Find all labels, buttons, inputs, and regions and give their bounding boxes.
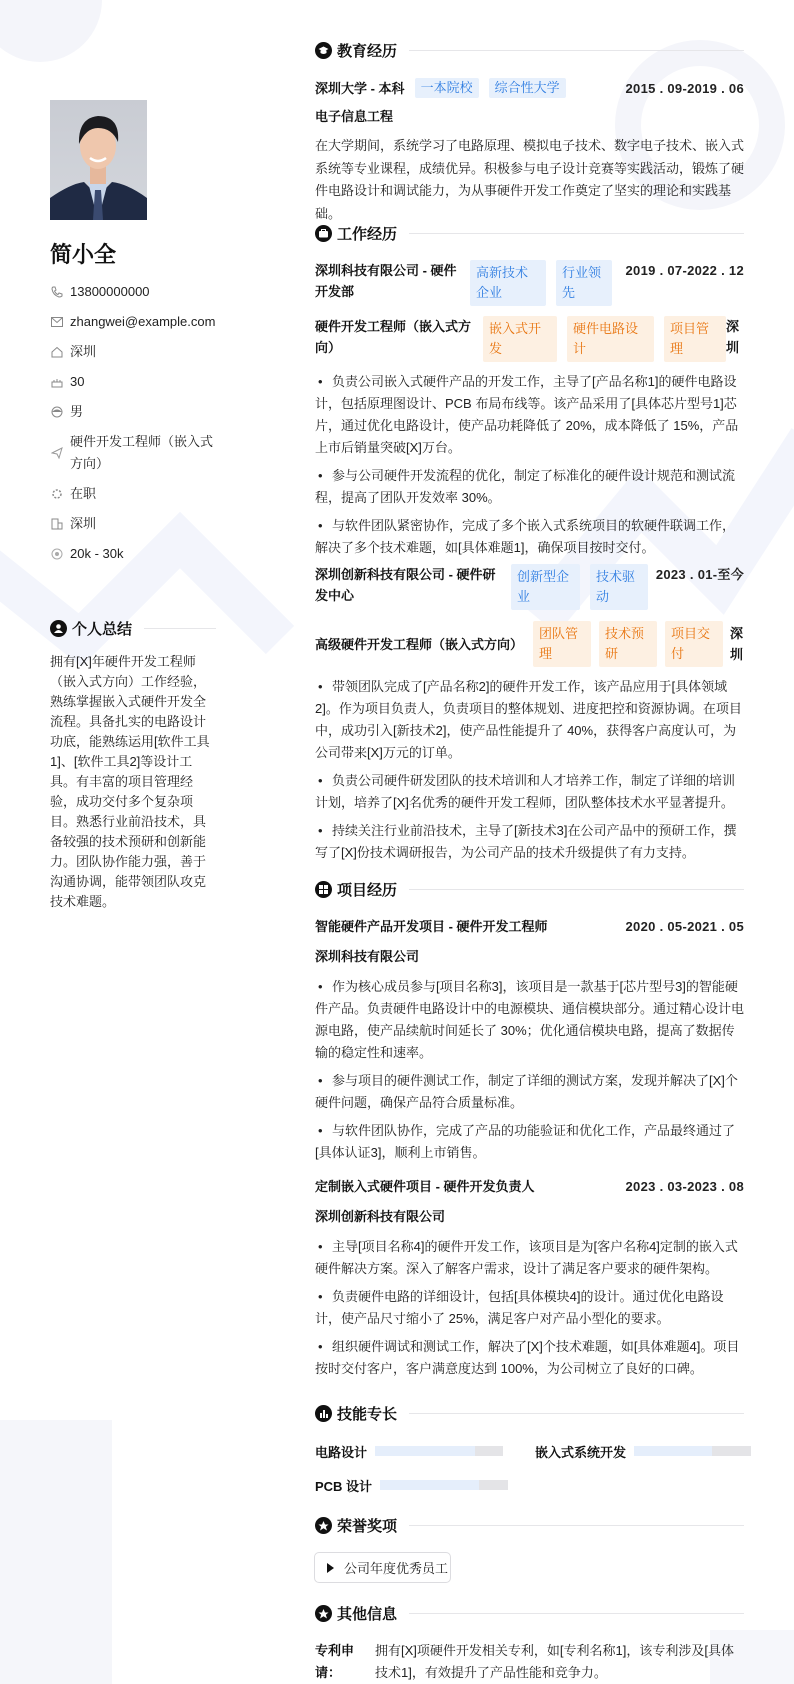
- award-item[interactable]: [314, 1552, 451, 1583]
- list-item: • 作为核心成员参与[项目名称3]，该项目是一款基于[芯片型号3]的智能硬件产品。负责硬件电路设计中的电源模块、通信模块部分。通过精心设计电源电路，使产品续航时间延长了 30%；优化通信模块电路，提高了数据传输的稳定性和速率。: [315, 979, 745, 1060]
- contact-value: 在职: [70, 486, 97, 501]
- bullet-text: 负责硬件电路的详细设计，包括[具体模块4]的设计。通过优化电路设计，使产品尺寸缩小了 25%，满足客户对产品小型化的要求。: [315, 1289, 724, 1326]
- project-company: 深圳科技有限公司: [315, 949, 420, 964]
- divider: [409, 233, 744, 234]
- mail-icon: [50, 315, 64, 329]
- education-date: 2015 . 09-2019 . 06: [625, 80, 744, 96]
- contact-work-city: [50, 509, 220, 539]
- major: 电子信息工程: [315, 109, 394, 124]
- info-icon: [315, 1605, 332, 1622]
- skill-tag: 嵌入式开发: [483, 316, 557, 362]
- bullet-text: 主导[项目名称4]的硬件开发工作，该项目是为[客户名称4]定制的嵌入式硬件解决方案。深入了解客户需求，设计了满足客户要求的硬件架构。: [315, 1239, 738, 1276]
- skill-item: [535, 1440, 751, 1462]
- list-item: • 组织硬件调试和测试工作，解决了[X]个技术难题，如[具体难题4]。项目按时交付客户，客户满意度达到 100%，为公司树立了良好的口碑。: [315, 1339, 740, 1376]
- bullet-text: 与软件团队协作，完成了产品的功能验证和优化工作，产品最终通过了[具体认证3]，顺利上市销售。: [315, 1123, 736, 1160]
- work-date: 2023 . 01-至今: [655, 567, 744, 582]
- graduation-cap-icon: [315, 42, 332, 59]
- job-city: 深圳: [730, 626, 744, 662]
- user-icon: [50, 620, 67, 637]
- divider: [409, 1413, 744, 1414]
- section-title: 个人总结: [72, 620, 133, 638]
- company-tag: 行业领先: [556, 260, 612, 306]
- company-name: 深圳科技有限公司 - 硬件开发部: [315, 263, 457, 299]
- send-icon: [50, 446, 64, 460]
- project-entry: [315, 1176, 744, 1386]
- list-item: • 与软件团队紧密协作，完成了多个嵌入式系统项目的软硬件联调工作，解决了多个技术难题，如[具体难题1]，确保项目按时交付。: [315, 518, 736, 555]
- candidate-name: 简小全: [50, 242, 117, 267]
- bullet-text: 负责公司嵌入式硬件产品的开发工作，主导了[产品名称1]的硬件电路设计，包括原理图设计、PCB 布局布线等。该产品采用了[具体芯片型号1]芯片，通过优化电路设计，使产品功耗降低了 20%，成本降低了 15%，产品上市后销量突破[X]万台。: [315, 374, 739, 455]
- divider: [144, 628, 216, 629]
- divider: [409, 1613, 744, 1614]
- contact-list: [50, 277, 220, 569]
- bullet-text: 参与公司硬件开发流程的优化，制定了标准化的硬件设计规范和测试流程，提高了团队开发效率 30%。: [315, 468, 736, 505]
- skills-heading: [315, 1402, 744, 1424]
- avatar-photo: [50, 100, 147, 220]
- contact-value: 13800000000: [70, 284, 150, 299]
- skill-name: 电路设计: [315, 1444, 368, 1460]
- grid-icon: [315, 881, 332, 898]
- contact-status: [50, 479, 220, 509]
- work-heading: [315, 222, 744, 244]
- skill-bar-fill: [634, 1446, 712, 1456]
- school-tag: 一本院校: [415, 78, 479, 98]
- phone-icon: [50, 285, 64, 299]
- contact-position: [50, 427, 220, 479]
- contact-city: [50, 337, 220, 367]
- divider: [409, 1525, 744, 1526]
- school-name: 深圳大学 - 本科: [315, 80, 405, 96]
- contact-gender: [50, 397, 220, 427]
- list-item: • 持续关注行业前沿技术，主导了[新技术3]在公司产品中的预研工作，撰写了[X]份技术调研报告，为公司产品的技术升级提供了有力支持。: [315, 823, 737, 860]
- status-icon: [50, 487, 64, 501]
- contact-value: zhangwei@example.com: [70, 314, 216, 329]
- work-entry: [315, 260, 744, 565]
- skill-bar: [375, 1446, 503, 1456]
- bullet-text: 作为核心成员参与[项目名称3]，该项目是一款基于[芯片型号3]的智能硬件产品。负责硬件电路设计中的电源模块、通信模块部分。通过精心设计电源电路，使产品续航时间延长了 30%；优化通信模块电路，提高了数据传输的稳定性和速率。: [315, 979, 745, 1060]
- contact-value: 深圳: [70, 516, 97, 531]
- play-triangle-icon: [327, 1563, 334, 1573]
- skill-name: PCB 设计: [315, 1478, 373, 1494]
- skill-tag: 项目交付: [665, 621, 723, 667]
- section-title: 教育经历: [337, 42, 398, 60]
- contact-value: 20k - 30k: [70, 546, 124, 561]
- education-description: 在大学期间，系统学习了电路原理、模拟电子技术、数字电子技术、嵌入式系统等专业课程，成绩优异。积极参与电子设计竞赛等实践活动，锻炼了硬件电路设计和调试能力，为从事硬件开发工作奠定了坚实的理论和实践基础。: [315, 138, 745, 221]
- patent-label: 专利申请：: [315, 1643, 355, 1680]
- school-tag: 综合性大学: [489, 78, 566, 98]
- skill-item: [315, 1440, 503, 1462]
- honors-heading: [315, 1514, 744, 1536]
- skill-name: 嵌入式系统开发: [535, 1444, 627, 1460]
- bar-chart-icon: [315, 1405, 332, 1422]
- bullet-text: 组织硬件调试和测试工作，解决了[X]个技术难题，如[具体难题4]。项目按时交付客户，客户满意度达到 100%，为公司树立了良好的口碑。: [315, 1339, 740, 1376]
- gender-icon: [50, 405, 64, 419]
- skill-bar-fill: [380, 1480, 479, 1490]
- award-icon: [315, 1517, 332, 1534]
- building-icon: [50, 517, 64, 531]
- skill-tag: 项目管理: [664, 316, 726, 362]
- education-heading: [315, 39, 744, 61]
- company-tag: 高新技术企业: [470, 260, 546, 306]
- bullet-text: 持续关注行业前沿技术，主导了[新技术3]在公司产品中的预研工作，撰写了[X]份技术调研报告，为公司产品的技术升级提供了有力支持。: [315, 823, 737, 860]
- job-city: 深圳: [726, 319, 740, 355]
- skill-item: [315, 1474, 508, 1496]
- list-item: • 负责公司硬件研发团队的技术培训和人才培养工作，制定了详细的培训计划，培养了[X]名优秀的硬件开发工程师，团队整体技术水平显著提升。: [315, 773, 736, 810]
- patent-text: 拥有[X]项硬件开发相关专利，如[专利名称1]，该专利涉及[具体技术1]，有效提升了产品性能和竞争力。: [375, 1643, 734, 1680]
- list-item: • 参与项目的硬件测试工作，制定了详细的测试方案，发现并解决了[X]个硬件问题，确保产品符合质量标准。: [315, 1073, 738, 1110]
- section-title: 项目经历: [337, 881, 398, 899]
- salary-icon: [50, 547, 64, 561]
- divider: [409, 50, 744, 51]
- section-title: 其他信息: [337, 1605, 398, 1623]
- briefcase-icon: [315, 225, 332, 242]
- contact-value: 硬件开发工程师（嵌入式方向）: [70, 434, 214, 471]
- job-role: 硬件开发工程师（嵌入式方向）: [315, 319, 472, 355]
- work-entry: [315, 564, 744, 870]
- list-item: • 参与公司硬件开发流程的优化，制定了标准化的硬件设计规范和测试流程，提高了团队开发效率 30%。: [315, 468, 736, 505]
- bullet-text: 带领团队完成了[产品名称2]的硬件开发工作，该产品应用于[具体领域2]。作为项目负责人，负责项目的整体规划、进度把控和资源协调。在项目中，成功引入[新技术2]，使产品性能提升了 40%，获得客户高度认可，为公司带来[X]万元的订单。: [315, 679, 742, 760]
- list-item: • 与软件团队协作，完成了产品的功能验证和优化工作，产品最终通过了[具体认证3]，顺利上市销售。: [315, 1123, 736, 1160]
- list-item: • 带领团队完成了[产品名称2]的硬件开发工作，该产品应用于[具体领域2]。作为项目负责人，负责项目的整体规划、进度把控和资源协调。在项目中，成功引入[新技术2]，使产品性能提升了 40%，获得客户高度认可，为公司带来[X]万元的订单。: [315, 679, 742, 760]
- home-icon: [50, 345, 64, 359]
- list-item: • 主导[项目名称4]的硬件开发工作，该项目是为[客户名称4]定制的嵌入式硬件解决方案。深入了解客户需求，设计了满足客户要求的硬件架构。: [315, 1239, 738, 1276]
- contact-age: [50, 367, 220, 397]
- work-date: 2019 . 07-2022 . 12: [625, 263, 744, 278]
- bullet-text: 参与项目的硬件测试工作，制定了详细的测试方案，发现并解决了[X]个硬件问题，确保产品符合质量标准。: [315, 1073, 738, 1110]
- project-company: 深圳创新科技有限公司: [315, 1209, 446, 1224]
- section-title: 工作经历: [337, 225, 398, 243]
- skill-bar: [380, 1480, 508, 1490]
- projects-heading: [315, 878, 744, 900]
- list-item: • 负责公司嵌入式硬件产品的开发工作，主导了[产品名称1]的硬件电路设计，包括原理图设计、PCB 布局布线等。该产品采用了[具体芯片型号1]芯片，通过优化电路设计，使产品功耗降低了 20%，成本降低了 15%，产品上市后销量突破[X]万台。: [315, 374, 739, 455]
- skill-bar-fill: [375, 1446, 475, 1456]
- bullet-text: 负责公司硬件研发团队的技术培训和人才培养工作，制定了详细的培训计划，培养了[X]名优秀的硬件开发工程师，团队整体技术水平显著提升。: [315, 773, 736, 810]
- project-name: 智能硬件产品开发项目 - 硬件开发工程师: [315, 919, 548, 934]
- company-tag: 技术驱动: [590, 564, 648, 610]
- contact-value: 男: [70, 404, 84, 419]
- age-icon: [50, 375, 64, 389]
- summary-text: 拥有[X]年硬件开发工程师（嵌入式方向）工作经验，熟练掌握嵌入式硬件开发全流程。具备扎实的电路设计功底，能熟练运用[软件工具1]、[软件工具2]等设计工具。有丰富的项目管理经验，成功交付多个复杂项目。熟悉行业前沿技术，具备较强的技术预研和创新能力。团队协作能力强，善于沟通协调，能带领团队攻克技术难题。: [50, 654, 210, 909]
- company-name: 深圳创新科技有限公司 - 硬件研发中心: [315, 567, 496, 603]
- project-name: 定制嵌入式硬件项目 - 硬件开发负责人: [315, 1179, 535, 1194]
- divider: [409, 889, 744, 890]
- project-date: 2020 . 05-2021 . 05: [625, 919, 744, 934]
- summary-heading: [50, 617, 216, 639]
- award-name: 公司年度优秀员工: [344, 1561, 449, 1576]
- contact-value: 30: [70, 374, 85, 389]
- section-title: 荣誉奖项: [337, 1517, 398, 1535]
- bullet-text: 与软件团队紧密协作，完成了多个嵌入式系统项目的软硬件联调工作，解决了多个技术难题，如[具体难题1]，确保项目按时交付。: [315, 518, 736, 555]
- skill-tag: 团队管理: [533, 621, 591, 667]
- contact-value: 深圳: [70, 344, 97, 359]
- skill-tag: 技术预研: [599, 621, 657, 667]
- contact-phone: [50, 277, 220, 307]
- project-date: 2023 . 03-2023 . 08: [625, 1179, 744, 1194]
- company-tag: 创新型企业: [511, 564, 580, 610]
- other-heading: [315, 1602, 744, 1624]
- list-item: • 负责硬件电路的详细设计，包括[具体模块4]的设计。通过优化电路设计，使产品尺寸缩小了 25%，满足客户对产品小型化的要求。: [315, 1289, 724, 1326]
- other-info-item: [315, 1640, 744, 1684]
- section-title: 技能专长: [337, 1405, 398, 1423]
- skill-bar: [634, 1446, 751, 1456]
- education-entry: [315, 77, 744, 225]
- skill-tag: 硬件电路设计: [567, 316, 654, 362]
- contact-salary: [50, 539, 220, 569]
- project-entry: [315, 916, 744, 1170]
- contact-email: [50, 307, 220, 337]
- job-role: 高级硬件开发工程师（嵌入式方向）: [315, 636, 524, 652]
